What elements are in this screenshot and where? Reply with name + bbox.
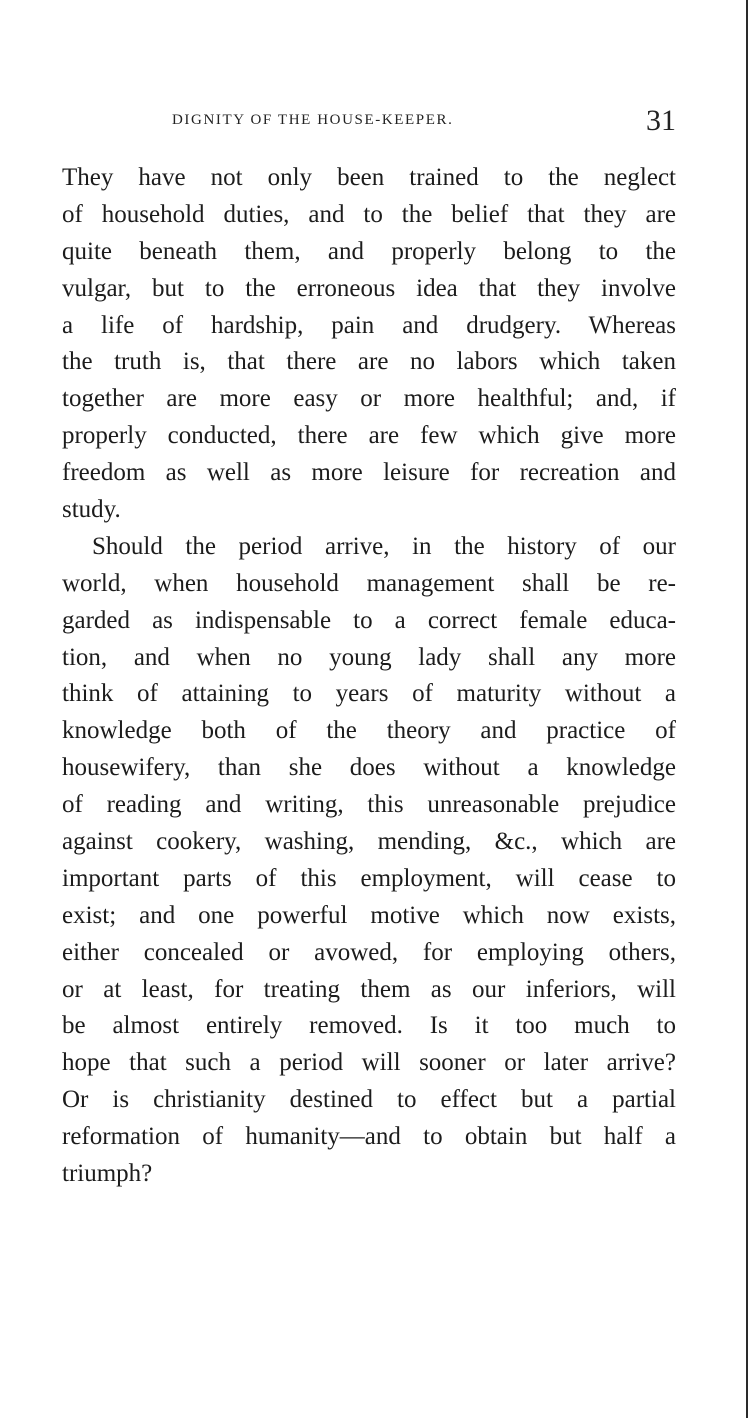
running-title: DIGNITY OF THE HOUSE-KEEPER.	[172, 112, 454, 128]
text-line: of household duties, and to the belief that they are	[62, 200, 676, 228]
running-header	[62, 104, 676, 140]
text-line: of reading and writing, this unreasonable prejudice	[62, 791, 676, 819]
text-line: study.	[62, 496, 121, 524]
text-line: tion, and when no young lady shall any more	[62, 643, 676, 671]
text-line: together are more easy or more healthful; and, if	[62, 385, 676, 413]
text-line: a life of hardship, pain and drudgery. Whereas	[62, 311, 676, 339]
text-line: world, when household management shall be re-	[62, 569, 676, 597]
text-line: housewifery, than she does without a knowledge	[62, 754, 676, 782]
text-line: Should the period arrive, in the history of our	[92, 532, 676, 560]
text-line: either concealed or avowed, for employing others,	[62, 938, 676, 966]
text-line: garded as indispensable to a correct female educa-	[62, 606, 676, 634]
text-line: vulgar, but to the erroneous idea that they involve	[62, 274, 676, 302]
paragraph-1	[62, 160, 676, 529]
text-line: freedom as well as more leisure for recreation and	[62, 459, 676, 487]
text-line: triumph?	[62, 1160, 153, 1188]
text-line: exist; and one powerful motive which now exists,	[62, 901, 676, 929]
text-line: knowledge both of the theory and practice of	[62, 717, 676, 745]
text-line: hope that such a period will sooner or later arrive?	[62, 1049, 676, 1077]
text-line: reformation of humanity—and to obtain but half a	[62, 1123, 676, 1151]
page-edge-line	[746, 0, 748, 1418]
text-line: quite beneath them, and properly belong to the	[62, 237, 676, 265]
body-text	[62, 160, 676, 1193]
text-line: the truth is, that there are no labors which taken	[62, 348, 676, 376]
text-line: think of attaining to years of maturity without a	[62, 680, 676, 708]
text-line: be almost entirely removed. Is it too much to	[62, 1012, 676, 1040]
paragraph-2	[62, 529, 676, 1193]
page-number: 31	[646, 104, 676, 137]
text-line: against cookery, washing, mending, &c., which are	[62, 828, 676, 856]
text-line: important parts of this employment, will cease to	[62, 864, 676, 892]
text-line: They have not only been trained to the neglect	[62, 164, 676, 191]
text-line: Or is christianity destined to effect but a partial	[62, 1086, 676, 1114]
text-line: or at least, for treating them as our inferiors, will	[62, 975, 676, 1003]
text-line: properly conducted, there are few which give more	[62, 422, 676, 450]
